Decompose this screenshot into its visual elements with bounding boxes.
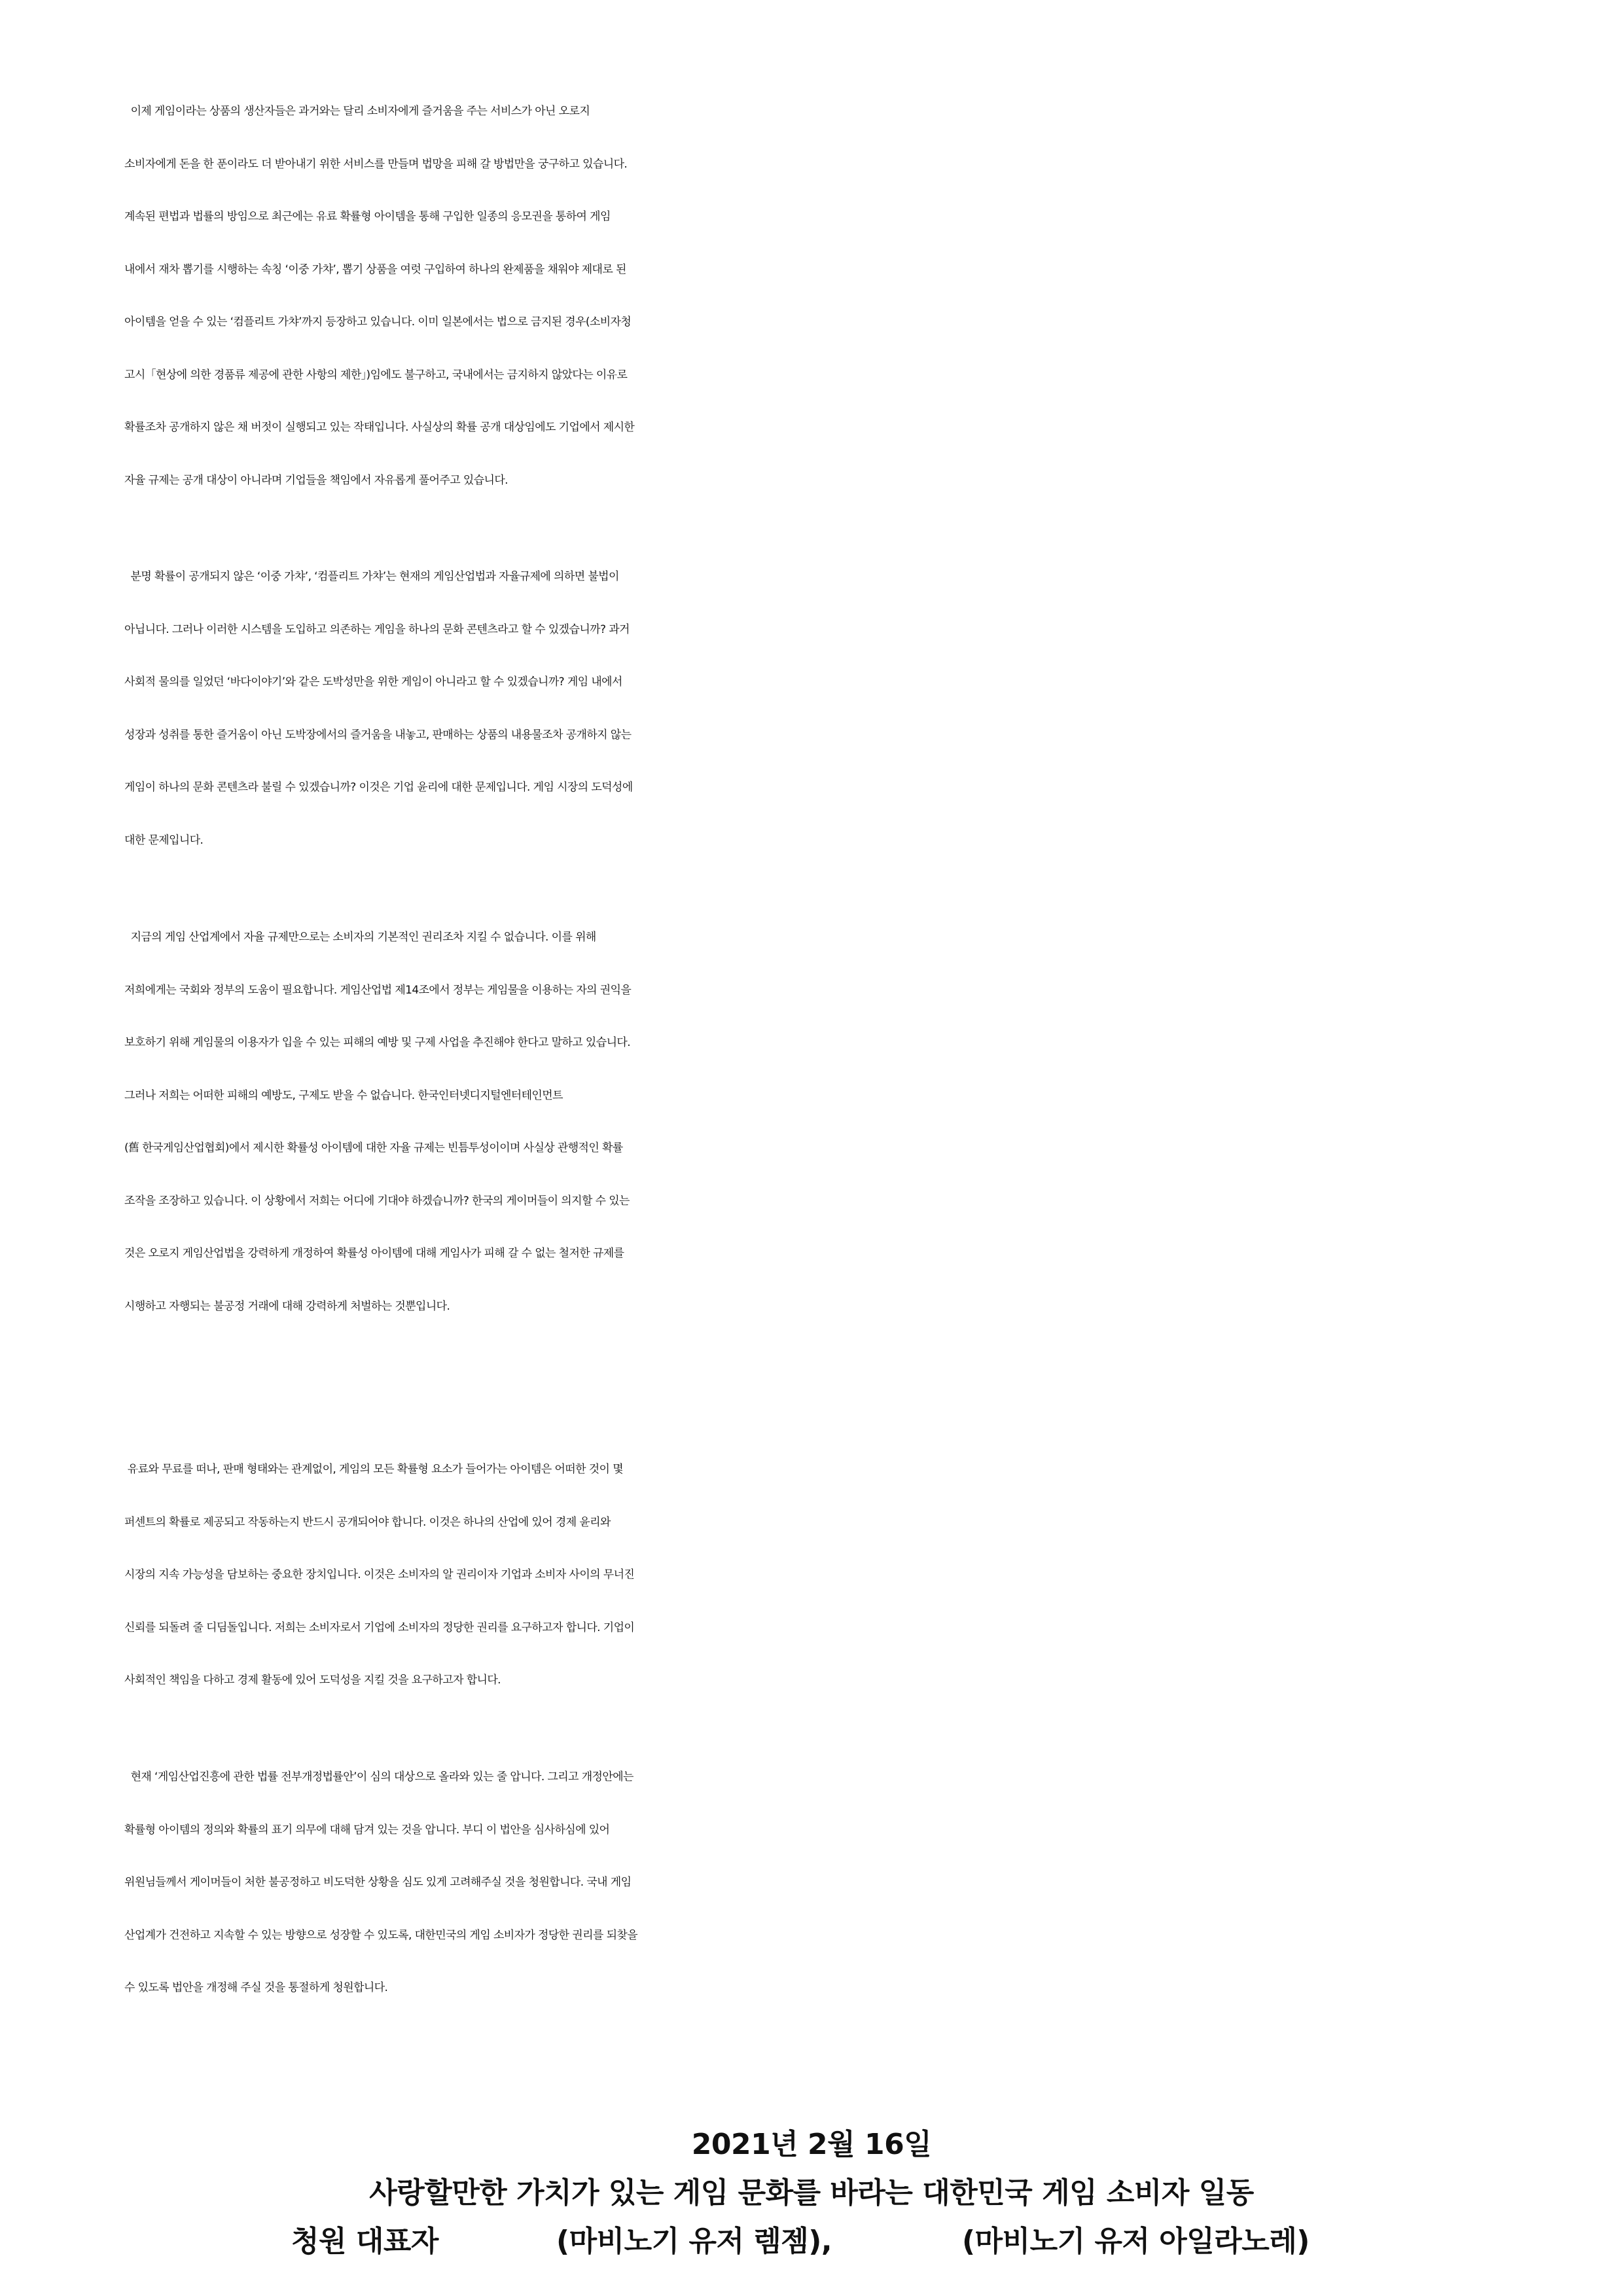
- text-line: 현재 ‘게임산업진흥에 관한 법률 전부개정법률안’이 심의 대상으로 올라와 있는 줄 압니다. 그리고 개정안에는: [124, 1770, 633, 1784]
- paragraph-5: [124, 1751, 1538, 2015]
- text-line: 확률형 아이템의 정의와 확률의 표기 의무에 대해 담겨 있는 것을 압니다. 부디 이 법안을 심사하심에 있어: [124, 1823, 610, 1837]
- text-line: 소비자에게 돈을 한 푼이라도 더 받아내기 위한 서비스를 만들며 법망을 피해 갈 방법만을 궁구하고 있습니다.: [124, 157, 628, 171]
- text-line: 이제 게임이라는 상품의 생산자들은 과거와는 달리 소비자에게 즐거움을 주는 서비스가 아닌 오로지: [124, 105, 590, 118]
- text-line: (舊 한국게임산업협회)에서 제시한 확률성 아이템에 대한 자율 규제는 빈틈투성이이며 사실상 관행적인 확률: [124, 1141, 623, 1155]
- text-line: 유료와 무료를 떠나, 판매 형태와는 관계없이, 게임의 모든 확률형 요소가 들어가는 아이템은 어떠한 것이 몇: [124, 1463, 624, 1476]
- petition-date: 2021년 2월 16일: [691, 2128, 932, 2161]
- text-line: 내에서 재차 뽑기를 시행하는 속칭 ‘이중 가챠’, 뽑기 상품을 여럿 구입하여 하나의 완제품을 채워야 제대로 된: [124, 262, 626, 276]
- representative-2: (마비노기 유저 아일라노레): [962, 2225, 1310, 2258]
- text-line: 퍼센트의 확률로 제공되고 작동하는지 반드시 공개되어야 합니다. 이것은 하나의 산업에 있어 경제 윤리와: [124, 1515, 611, 1529]
- paragraph-4: [124, 1443, 1538, 1707]
- text-line: 확률조차 공개하지 않은 채 버젓이 실행되고 있는 작태입니다. 사실상의 확률 공개 대상임에도 기업에서 제시한: [124, 421, 635, 434]
- text-line: 그러나 저희는 어떠한 피해의 예방도, 구제도 받을 수 없습니다. 한국인터넷디지털엔터테인먼트: [124, 1088, 563, 1102]
- text-line: 위원님들께서 게이머들이 처한 불공정하고 비도덕한 상황을 심도 있게 고려해주실 것을 청원합니다. 국내 게임: [124, 1876, 632, 1889]
- text-line: 것은 오로지 게임산업법을 강력하게 개정하여 확률성 아이템에 대해 게임사가 피해 갈 수 없는 철저한 규제를: [124, 1247, 624, 1260]
- text-line: 아이템을 얻을 수 있는 ‘컴플리트 가챠’까지 등장하고 있습니다. 이미 일본에서는 법으로 금지된 경우(소비자청: [124, 315, 632, 329]
- text-line: 자율 규제는 공개 대상이 아니라며 기업들을 책임에서 자유롭게 풀어주고 있습니다.: [124, 473, 508, 487]
- text-line: 신뢰를 되돌려 줄 디딤돌입니다. 저희는 소비자로서 기업에 소비자의 정당한 권리를 요구하고자 합니다. 기업이: [124, 1621, 635, 1634]
- paragraph-1: [124, 85, 1538, 507]
- signature-block: [0, 2121, 1623, 2266]
- text-line: 아닙니다. 그러나 이러한 시스템을 도입하고 의존하는 게임을 하나의 문화 콘텐츠라고 할 수 있겠습니까? 과거: [124, 622, 630, 636]
- representative-1: (마비노기 유저 렘젬),: [556, 2225, 832, 2258]
- text-line: 분명 확률이 공개되지 않은 ‘이중 가챠’, ‘컴플리트 가챠’는 현재의 게임산업법과 자율규제에 의하면 불법이: [124, 570, 619, 583]
- text-line: 시행하고 자행되는 불공정 거래에 대해 강력하게 처벌하는 것뿐입니다.: [124, 1299, 450, 1313]
- text-line: 사회적인 책임을 다하고 경제 활동에 있어 도덕성을 지킬 것을 요구하고자 합니다.: [124, 1674, 501, 1687]
- text-line: 산업계가 건전하고 지속할 수 있는 방향으로 성장할 수 있도록, 대한민국의 게임 소비자가 정당한 권리를 되찾을: [124, 1928, 638, 1942]
- text-line: 지금의 게임 산업계에서 자율 규제만으로는 소비자의 기본적인 권리조차 지킬 수 없습니다. 이를 위해: [124, 931, 596, 944]
- text-line: 수 있도록 법안을 개정해 주실 것을 통절하게 청원합니다.: [124, 1981, 388, 1994]
- paragraph-3: [124, 911, 1538, 1333]
- text-line: 보호하기 위해 게임물의 이용자가 입을 수 있는 피해의 예방 및 구제 사업을 추진해야 한다고 말하고 있습니다.: [124, 1036, 631, 1049]
- petitioner-group: 사랑할만한 가치가 있는 게임 문화를 바라는 대한민국 게임 소비자 일동: [369, 2176, 1254, 2210]
- paragraph-2: [124, 550, 1538, 867]
- text-line: 고시「현상에 의한 경품류 제공에 관한 사항의 제한」)임에도 불구하고, 국내에서는 금지하지 않았다는 이유로: [124, 368, 628, 382]
- text-line: 게임이 하나의 문화 콘텐츠라 불릴 수 있겠습니까? 이것은 기업 윤리에 대한 문제입니다. 게임 시장의 도덕성에: [124, 781, 633, 794]
- text-line: 시장의 지속 가능성을 담보하는 중요한 장치입니다. 이것은 소비자의 알 권리이자 기업과 소비자 사이의 무너진: [124, 1568, 635, 1581]
- text-line: 계속된 편법과 법률의 방임으로 최근에는 유료 확률형 아이템을 통해 구입한 일종의 응모권을 통하여 게임: [124, 210, 611, 223]
- text-line: 성장과 성취를 통한 즐거움이 아닌 도박장에서의 즐거움을 내놓고, 판매하는 상품의 내용물조차 공개하지 않는: [124, 728, 632, 742]
- representative-label: 청원 대표자: [291, 2225, 438, 2258]
- text-line: 조작을 조장하고 있습니다. 이 상황에서 저희는 어디에 기대야 하겠습니까? 한국의 게이머들이 의지할 수 있는: [124, 1194, 630, 1208]
- representatives-row: [0, 2217, 1623, 2266]
- text-line: 저희에게는 국회와 정부의 도움이 필요합니다. 게임산업법 제14조에서 정부는 게임물을 이용하는 자의 권익을: [124, 983, 632, 997]
- text-line: 사회적 물의를 일었던 ‘바다이야기’와 같은 도박성만을 위한 게임이 아니라고 할 수 있겠습니까? 게임 내에서: [124, 675, 622, 689]
- text-line: 대한 문제입니다.: [124, 833, 204, 847]
